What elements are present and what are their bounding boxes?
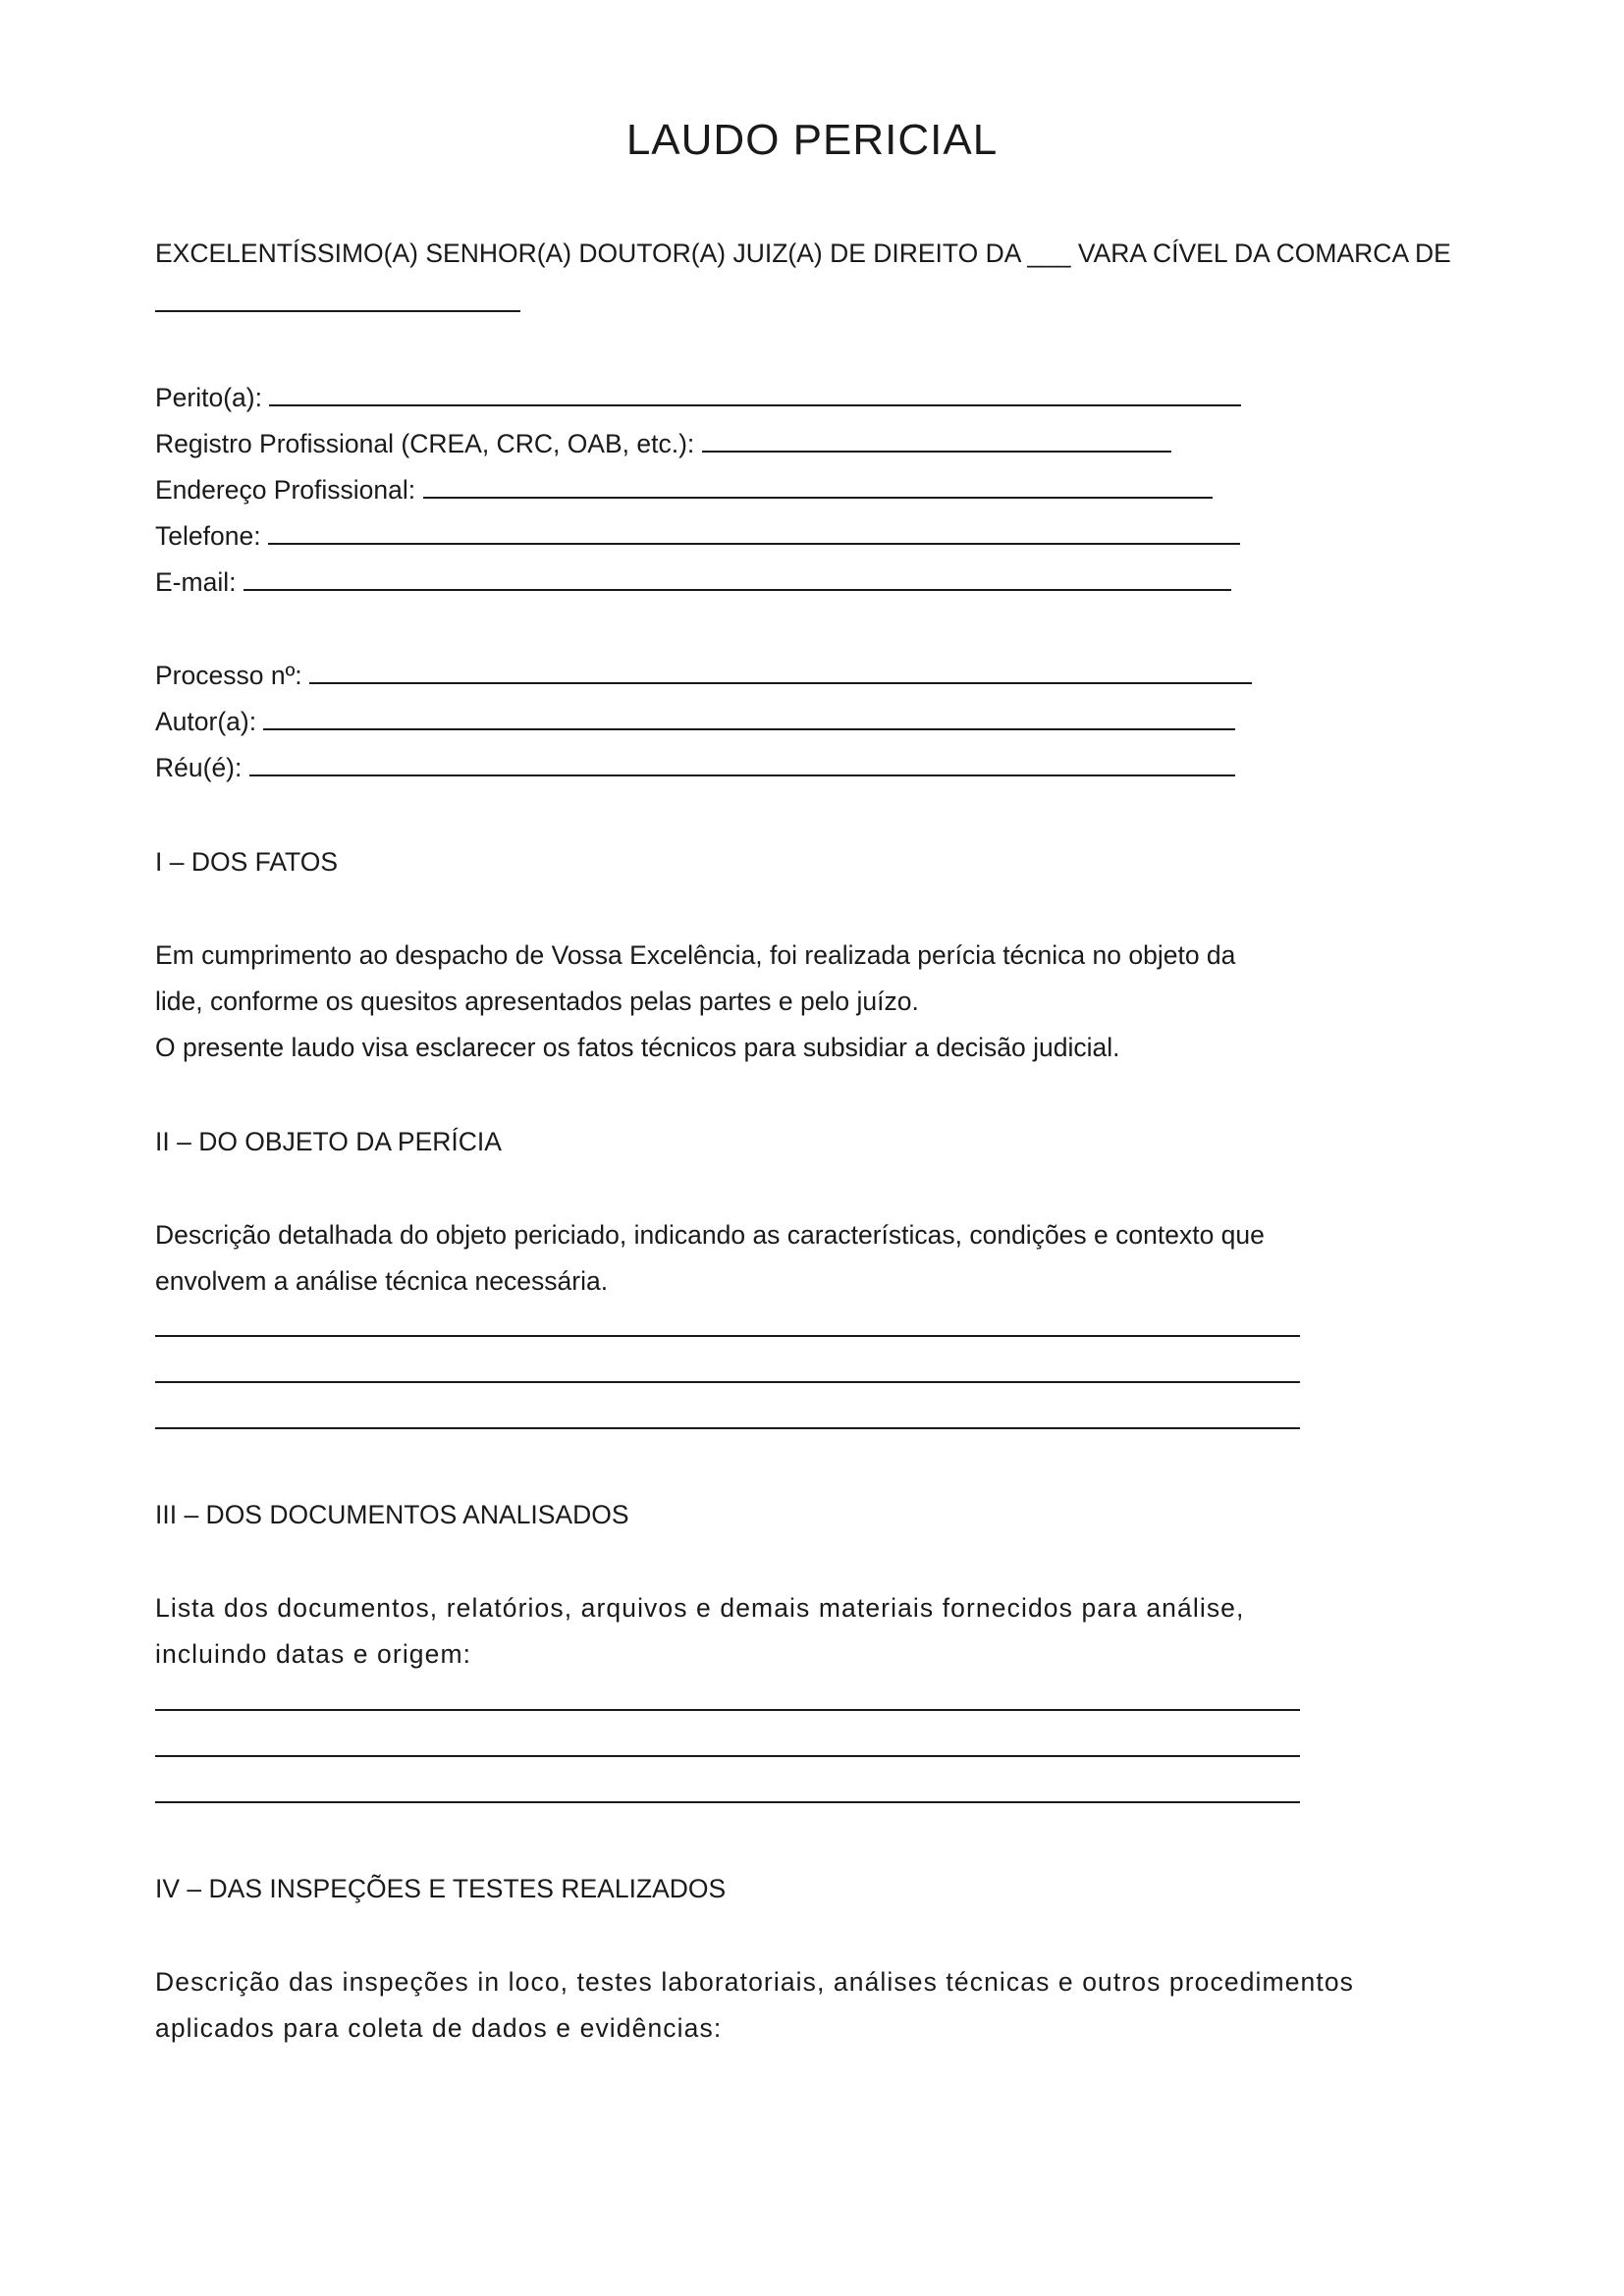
email-label: E-mail: <box>155 567 237 597</box>
reu-label: Réu(é): <box>155 753 243 782</box>
endereco-label: Endereço Profissional: <box>155 475 416 505</box>
perito-blank[interactable] <box>269 403 1241 406</box>
addressee-comarca-blank[interactable] <box>155 310 520 312</box>
reu-blank[interactable] <box>249 774 1235 776</box>
document-title: LAUDO PERICIAL <box>625 116 999 164</box>
section-1-paragraph-line: lide, conforme os quesitos apresentados pelas partes e pelo juízo. <box>155 987 919 1016</box>
section-2-answer-line[interactable] <box>155 1335 1300 1337</box>
section-3-heading: III – DOS DOCUMENTOS ANALISADOS <box>155 1500 629 1529</box>
section-3-answer-line[interactable] <box>155 1755 1300 1757</box>
telefone-blank[interactable] <box>268 542 1240 545</box>
section-3-paragraph-line: incluindo datas e origem: <box>155 1639 472 1669</box>
processo-blank[interactable] <box>309 681 1252 684</box>
registro-blank[interactable] <box>702 450 1171 453</box>
section-1-paragraph-line: O presente laudo visa esclarecer os fatos técnicos para subsidiar a decisão judicial. <box>155 1033 1120 1062</box>
registro-field <box>155 428 1171 459</box>
section-2-answer-line[interactable] <box>155 1427 1300 1429</box>
perito-label: Perito(a): <box>155 383 262 412</box>
telefone-label: Telefone: <box>155 521 261 551</box>
section-2-answer-line[interactable] <box>155 1381 1300 1383</box>
section-3-answer-line[interactable] <box>155 1801 1300 1803</box>
autor-field <box>155 706 1235 737</box>
section-4-paragraph-line: Descrição das inspeções in loco, testes laboratoriais, análises técnicas e outros procedimentos <box>155 1967 1355 1997</box>
reu-field <box>155 752 1235 783</box>
endereco-field <box>155 474 1213 506</box>
processo-field <box>155 660 1252 691</box>
registro-label: Registro Profissional (CREA, CRC, OAB, etc.): <box>155 429 695 458</box>
perito-field <box>155 382 1241 413</box>
section-1-paragraph-line: Em cumprimento ao despacho de Vossa Excelência, foi realizada perícia técnica no objeto da <box>155 940 1236 970</box>
telefone-field <box>155 520 1240 552</box>
section-1-heading: I – DOS FATOS <box>155 847 339 877</box>
section-3-paragraph-line: Lista dos documentos, relatórios, arquivos e demais materiais fornecidos para análise, <box>155 1593 1245 1623</box>
section-2-paragraph-line: envolvem a análise técnica necessária. <box>155 1266 609 1296</box>
section-2-heading: II – DO OBJETO DA PERÍCIA <box>155 1127 502 1156</box>
section-3-answer-line[interactable] <box>155 1709 1300 1711</box>
autor-label: Autor(a): <box>155 707 257 736</box>
section-4-paragraph-line: aplicados para coleta de dados e evidências: <box>155 2013 723 2043</box>
addressee-line: EXCELENTÍSSIMO(A) SENHOR(A) DOUTOR(A) JUIZ(A) DE DIREITO DA ___ VARA CÍVEL DA COMARCA DE <box>155 239 1451 268</box>
email-field <box>155 566 1231 598</box>
section-4-heading: IV – DAS INSPEÇÕES E TESTES REALIZADOS <box>155 1874 727 1903</box>
endereco-blank[interactable] <box>423 496 1213 499</box>
autor-blank[interactable] <box>263 727 1235 730</box>
processo-label: Processo nº: <box>155 661 302 690</box>
email-blank[interactable] <box>244 588 1231 591</box>
section-2-paragraph-line: Descrição detalhada do objeto periciado, indicando as características, condições e contexto que <box>155 1220 1265 1250</box>
